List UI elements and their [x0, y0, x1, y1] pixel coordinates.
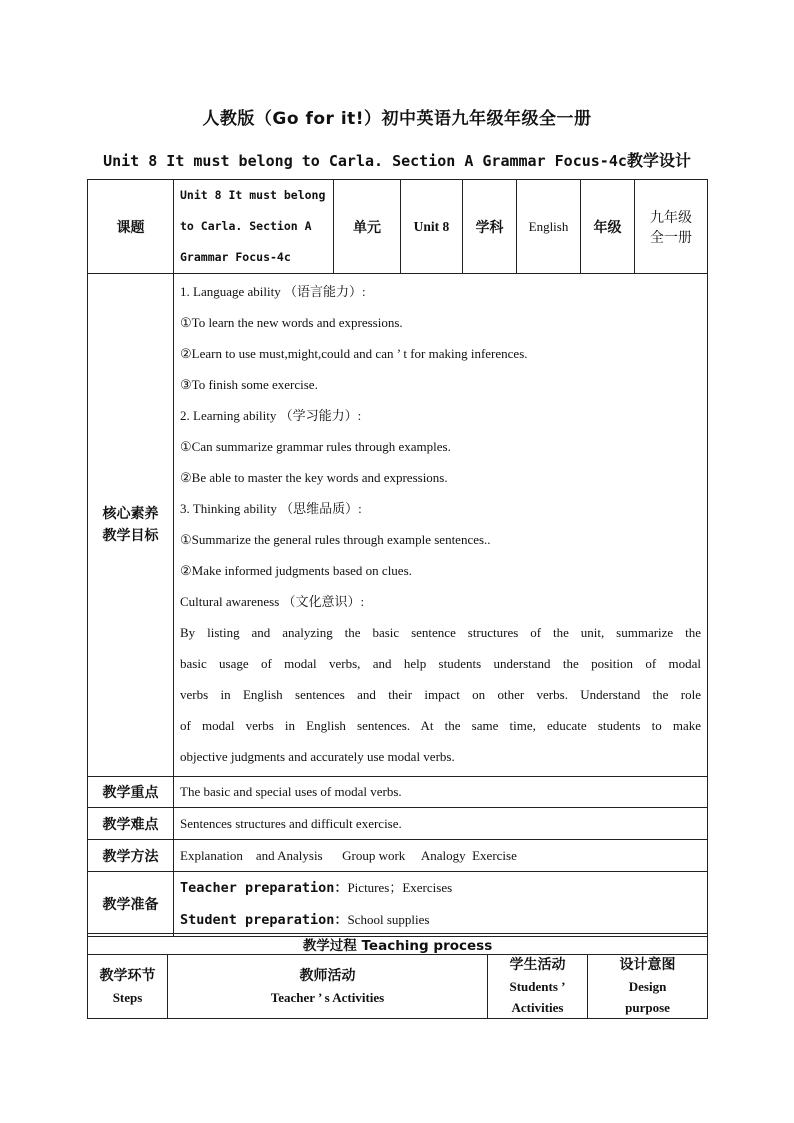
objective-line: ③To finish some exercise.: [180, 377, 318, 392]
unit-label: 单元: [334, 180, 401, 274]
process-heading-row: [88, 934, 708, 955]
teacher-preparation: [180, 872, 707, 904]
objective-line: 1. Language ability （语言能力）:: [180, 284, 366, 299]
preparation-label: 教学准备: [88, 872, 174, 937]
topic-label: 课题: [88, 180, 174, 274]
difficult-points-value: Sentences structures and difficult exercise.: [174, 808, 708, 840]
subject-label: 学科: [463, 180, 517, 274]
teacher-prep-label: Teacher preparation: [180, 880, 335, 896]
unit-value: Unit 8: [401, 180, 463, 274]
student-prep-colon: ：: [334, 913, 348, 928]
student-activities-header-en: Activities: [511, 1000, 564, 1015]
difficult-points-row: [88, 808, 708, 840]
cultural-paragraph-line: basic usage of modal verbs, and help students understand the position of modal: [180, 656, 701, 671]
teacher-prep-value: Pictures；Exercises: [347, 880, 453, 895]
topic-line: to Carla. Section A: [180, 219, 312, 233]
subtitle-cn: 教学设计: [626, 151, 691, 170]
key-points-row: [88, 777, 708, 808]
student-activities-header-cn: 学生活动: [509, 957, 566, 973]
student-activities-header: [488, 955, 588, 1019]
teacher-activities-header-cn: 教师活动: [299, 967, 356, 984]
design-purpose-header-en: purpose: [625, 1000, 670, 1015]
grade-value: [635, 180, 708, 274]
teacher-activities-header-en: Teacher ’ s Activities: [270, 989, 385, 1005]
design-purpose-header-cn: 设计意图: [619, 957, 676, 973]
cultural-paragraph-line: of modal verbs in English sentences. At the same time, educate students to make: [180, 718, 701, 733]
method-value: Explanation and Analysis Group work Analogy Exercise: [174, 840, 708, 872]
subtitle-en: Unit 8 It must belong to Carla. Section A Grammar Focus-4c: [103, 152, 627, 170]
steps-header-en: Steps: [112, 989, 143, 1005]
objective-line: ①To learn the new words and expressions.: [180, 315, 403, 330]
process-heading: 教学过程 Teaching process: [88, 934, 708, 955]
objective-line: ②Be able to master the key words and expressions.: [180, 470, 448, 485]
cultural-paragraph-line: By listing and analyzing the basic sentence structures of the unit, summarize the: [180, 625, 701, 640]
difficult-points-label: 教学难点: [88, 808, 174, 840]
steps-header-cn: 教学环节: [99, 967, 156, 984]
objectives-content: [174, 274, 708, 777]
method-label: 教学方法: [88, 840, 174, 872]
objective-line: ②Learn to use must,might,could and can ’ t for making inferences.: [180, 346, 528, 361]
objective-line: ①Summarize the general rules through example sentences..: [180, 532, 491, 547]
key-points-value: The basic and special uses of modal verbs.: [174, 777, 708, 808]
design-purpose-header: [588, 955, 708, 1019]
objective-line: ①Can summarize grammar rules through examples.: [180, 439, 451, 454]
document-title: 人教版（Go for it!）初中英语九年级年级全一册: [202, 109, 592, 129]
objective-line: 2. Learning ability （学习能力）:: [180, 408, 362, 423]
subject-value: English: [517, 180, 581, 274]
topic-value: [174, 180, 334, 274]
process-header-row: [88, 955, 708, 1019]
objectives-label: [88, 274, 174, 777]
cultural-paragraph-line: verbs in English sentences and their impact on other verbs. Understand the role: [180, 687, 701, 702]
preparation-row: [88, 872, 708, 937]
topic-line: Unit 8 It must belong: [180, 188, 326, 202]
student-prep-label: Student preparation: [180, 912, 335, 928]
student-activities-header-en: Students ’: [509, 979, 566, 994]
grade-label: 年级: [581, 180, 635, 274]
objective-line: Cultural awareness （文化意识）:: [180, 594, 365, 609]
method-row: [88, 840, 708, 872]
objectives-label-line: 教学目标: [102, 528, 159, 544]
teaching-process-table: [87, 933, 708, 1019]
student-preparation: [180, 904, 707, 936]
grade-value-line: 全一册: [650, 229, 692, 246]
topic-line: Grammar Focus-4c: [180, 250, 291, 264]
objectives-label-line: 核心素养: [102, 506, 159, 522]
cultural-paragraph-line: objective judgments and accurately use modal verbs.: [180, 749, 455, 764]
grade-value-line: 九年级: [650, 209, 692, 226]
topic-row: [88, 180, 708, 274]
objectives-row: [88, 274, 708, 777]
lesson-info-table: [87, 179, 708, 937]
preparation-value: [174, 872, 708, 937]
steps-header: [88, 955, 168, 1019]
teacher-activities-header: [168, 955, 488, 1019]
objective-line: 3. Thinking ability （思维品质）:: [180, 501, 362, 516]
design-purpose-header-en: Design: [628, 979, 667, 994]
student-prep-value: School supplies: [347, 912, 430, 927]
key-points-label: 教学重点: [88, 777, 174, 808]
objective-line: ②Make informed judgments based on clues.: [180, 563, 412, 578]
document-subtitle: [0, 148, 794, 171]
teacher-prep-colon: ：: [334, 881, 348, 896]
